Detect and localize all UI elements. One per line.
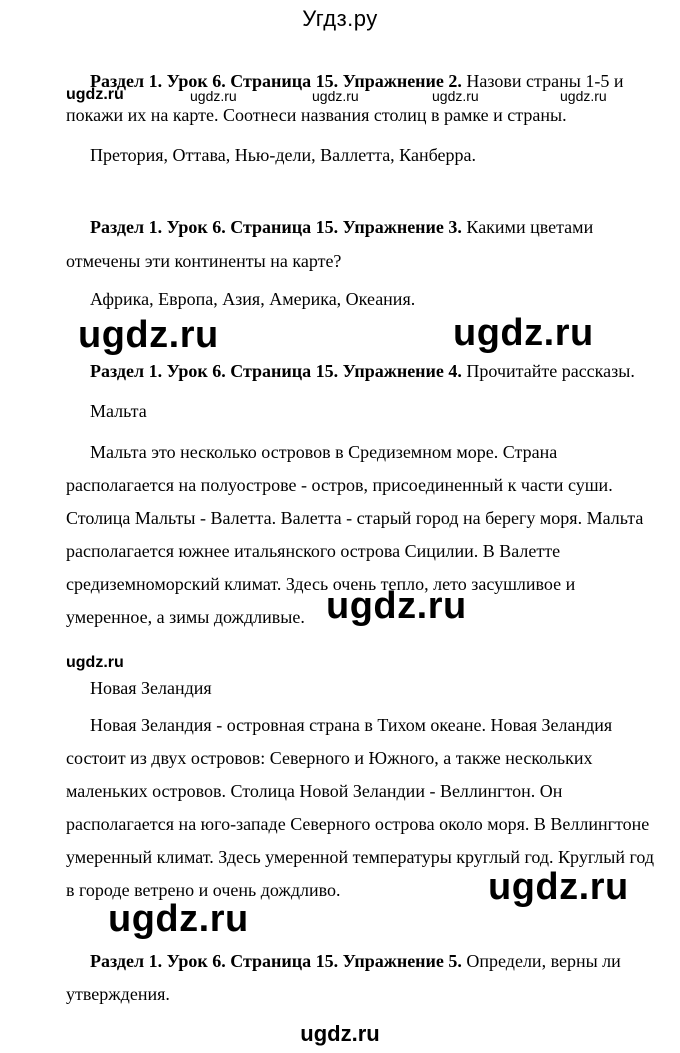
ex3-heading: Раздел 1. Урок 6. Страница 15. Упражнение 3. (90, 217, 462, 237)
nz-line: Новая Зеландия - островная страна в Тихом океане. Новая Зеландия (90, 715, 613, 735)
watermark: ugdz.ru (488, 866, 629, 908)
ex3-answer: Африка, Европа, Азия, Америка, Океания. (90, 289, 416, 309)
watermark: ugdz.ru (190, 88, 237, 104)
ex2-text1: Назови страны 1-5 и (461, 71, 624, 91)
nz-line: располагается на юго-западе Северного острова около моря. В Веллингтоне (66, 814, 650, 834)
ex5-text1: Определи, верны ли (461, 951, 621, 971)
ex2-heading: Раздел 1. Урок 6. Страница 15. Упражнение 2. (90, 71, 462, 91)
watermark: ugdz.ru (66, 654, 124, 671)
ex4-line1 (90, 360, 635, 382)
nz-line: маленьких островов. Столица Новой Зеландии - Веллингтон. Он (66, 781, 563, 801)
watermark: ugdz.ru (453, 312, 594, 354)
ex5-line1 (90, 950, 621, 972)
malta-line: средиземноморский климат. Здесь очень тепло, лето засушливое и (66, 574, 576, 594)
malta-line: Столица Мальты - Валетта. Валетта - старый город на берегу моря. Мальта (66, 508, 644, 528)
ex3-text2: отмечены эти континенты на карте? (66, 251, 342, 271)
ex3-line1 (90, 216, 593, 238)
nz-line: умеренный климат. Здесь умеренной температуры круглый год. Круглый год (66, 847, 655, 867)
ex4-heading: Раздел 1. Урок 6. Страница 15. Упражнение 4. (90, 361, 462, 381)
ex4-text1: Прочитайте рассказы. (461, 361, 635, 381)
watermark: ugdz.ru (108, 898, 249, 940)
ex5-text2: утверждения. (66, 984, 170, 1004)
nz-title: Новая Зеландия (90, 678, 212, 698)
nz-line: состоит из двух островов: Северного и Южного, а также нескольких (66, 748, 593, 768)
footer-watermark: ugdz.ru (300, 1021, 380, 1046)
malta-line: располагается на полуострове - остров, присоединенный к части суши. (66, 475, 613, 495)
site-title: Угдз.ру (302, 6, 378, 31)
malta-line: умеренное, а зимы дождливые. (66, 607, 305, 627)
ex5-heading: Раздел 1. Урок 6. Страница 15. Упражнение 5. (90, 951, 462, 971)
watermark: ugdz.ru (326, 585, 467, 627)
watermark: ugdz.ru (78, 314, 219, 356)
watermark: ugdz.ru (560, 88, 607, 104)
ex2-text2: покажи их на карте. Соотнеси названия столиц в рамке и страны. (66, 105, 567, 125)
malta-title: Мальта (90, 401, 147, 421)
watermark: ugdz.ru (312, 88, 359, 104)
ex2-answer: Претория, Оттава, Нью-дели, Валлетта, Канберра. (90, 145, 476, 165)
nz-line: в городе ветрено и очень дождливо. (66, 880, 341, 900)
watermark: ugdz.ru (432, 88, 479, 104)
ex3-text1: Какими цветами (461, 217, 594, 237)
watermark: ugdz.ru (66, 86, 124, 103)
malta-line: Мальта это несколько островов в Средиземном море. Страна (90, 442, 558, 462)
malta-line: располагается южнее итальянского острова Сицилии. В Валетте (66, 541, 561, 561)
